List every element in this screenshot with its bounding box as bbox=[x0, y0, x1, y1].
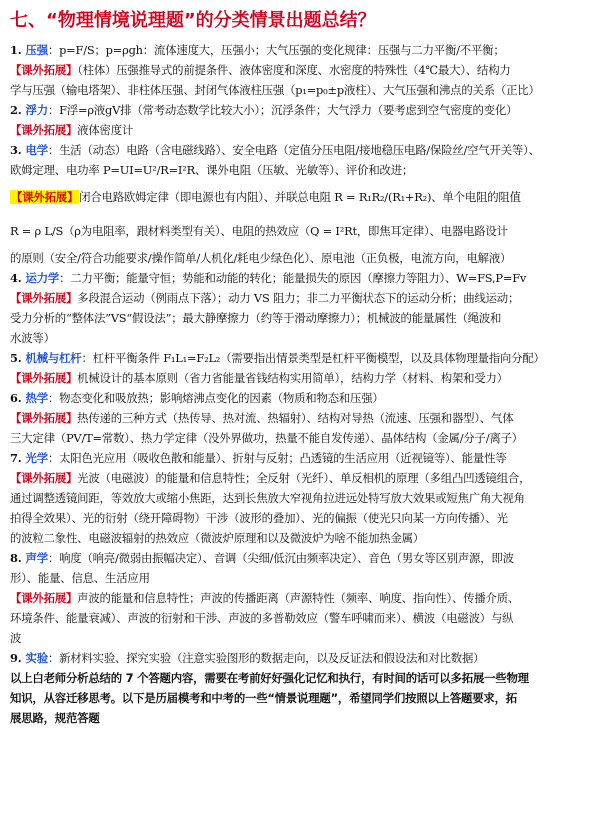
topic-keyword: 光学 bbox=[25, 451, 48, 465]
item-number: 4. bbox=[10, 271, 22, 285]
line-text: 闭合电路欧姆定律（即电源也有内阻）、并联总电阻 R = R₁R₂/(R₁+R₂)、单个电阻的阻值 bbox=[79, 190, 521, 204]
line-text: 声波的能量和信息特性；声波的传播距离（声源特性（频率、响度、指向性）、传播介质、 bbox=[77, 591, 520, 605]
topic-keyword: 声学 bbox=[25, 551, 48, 565]
text-line bbox=[10, 448, 591, 468]
extension-tag: 【课外拓展】 bbox=[11, 190, 79, 204]
text-line bbox=[10, 140, 591, 160]
text-line bbox=[10, 528, 591, 548]
text-line bbox=[10, 368, 591, 388]
text-line bbox=[10, 488, 591, 508]
footer-note bbox=[10, 668, 591, 728]
topic-keyword: 浮力 bbox=[25, 103, 48, 117]
extension-tag: 【课外拓展】 bbox=[10, 411, 78, 425]
text-line bbox=[10, 268, 591, 288]
line-text: 液体密度计 bbox=[77, 123, 134, 137]
line-text: ：二力平衡；能量守恒；势能和动能的转化；能量损失的原因（摩擦力等阻力）、W=FS,P=Fv bbox=[59, 271, 527, 285]
text-line bbox=[10, 288, 591, 308]
text-line bbox=[10, 60, 591, 80]
line-text: 机械设计的基本原则（省力省能量省钱结构实用简单），结构力学（材料、构架和受力） bbox=[77, 371, 508, 385]
line-text: R = ρ L/S（ρ为电阻率，跟材料类型有关）、电阻的热效应（Q = I²Rt，即焦耳定律）、电器电路设计 bbox=[10, 224, 508, 238]
footer-line: 知识，从容迁移思考。以下是历届模考和中考的一些“情景说理题”，希望同学们按照以上答题要求，拓 bbox=[10, 691, 517, 705]
page-title: 七、“物理情境说理题”的分类情景出题总结？ bbox=[10, 10, 376, 31]
line-text: 三大定律（PV/T=常数）、热力学定律（没外界做功，热量不能自发传递）、晶体结构（金属/分子/离子） bbox=[10, 431, 523, 445]
text-line bbox=[10, 328, 591, 348]
topic-keyword: 压强 bbox=[25, 43, 48, 57]
text-line bbox=[10, 508, 591, 528]
text-line bbox=[10, 568, 591, 588]
line-text: ：新材料实验、探究实验（注意实验图形的数据走向，以及反证法和假设法和对比数据） bbox=[47, 651, 485, 665]
text-line bbox=[10, 80, 591, 100]
item-number: 1. bbox=[10, 43, 22, 57]
line-text: 形）、能量、信息、生活应用 bbox=[10, 571, 150, 585]
line-text: ：物态变化和吸放热；影响熔沸点变化的因素（物质和物态和压强） bbox=[47, 391, 384, 405]
item-number: 8. bbox=[10, 551, 22, 565]
text-line bbox=[10, 308, 591, 328]
text-line bbox=[10, 388, 591, 408]
text-line bbox=[10, 180, 591, 214]
line-text: 热传递的三种方式（热传导、热对流、热辐射）、结构对导热（流速、压强和器型）、气体 bbox=[77, 411, 514, 425]
line-text: ：响度（响亮/微弱由振幅决定）、音调（尖细/低沉由频率决定）、音色（男女等区别声源，即波 bbox=[47, 551, 514, 565]
extension-tag: 【课外拓展】 bbox=[10, 123, 78, 137]
line-text: ：生活（动态）电路（含电磁线路）、安全电路（定值分压电阻/接地稳压电路/保险丝/空气开关等）、 bbox=[47, 143, 540, 157]
line-text: 的原则（安全/符合功能要求/操作简单/人机化/耗电少绿色化）、原电池（正负极，电流方向，电解液） bbox=[10, 251, 512, 265]
text-line bbox=[10, 428, 591, 448]
topic-keyword: 运力学 bbox=[25, 271, 60, 285]
summary-body bbox=[10, 40, 591, 668]
extension-tag: 【课外拓展】 bbox=[10, 371, 78, 385]
text-line bbox=[10, 648, 591, 668]
extension-tag: 【课外拓展】 bbox=[10, 591, 78, 605]
text-line bbox=[10, 248, 591, 268]
line-text: ：杠杆平衡条件 F₁L₁=F₂L₂（需要指出情景类型是杠杆平衡模型，以及具体物理量指向分配） bbox=[81, 351, 545, 365]
item-number: 9. bbox=[10, 651, 22, 665]
extension-tag: 【课外拓展】 bbox=[10, 471, 78, 485]
item-number: 6. bbox=[10, 391, 22, 405]
topic-keyword: 实验 bbox=[25, 651, 48, 665]
line-text: 光波（电磁波）的能量和信息特性；全反射（光纤）、单反相机的原理（多组凸凹透镜组合， bbox=[77, 471, 531, 485]
footer-line: 以上白老师分析总结的 7 个答题内容，需要在考前好好强化记忆和执行，有时间的话可以多拓展一些物理 bbox=[10, 671, 529, 685]
text-line bbox=[10, 348, 591, 368]
text-line bbox=[10, 120, 591, 140]
text-line bbox=[10, 588, 591, 608]
text-line bbox=[10, 160, 591, 180]
text-line bbox=[10, 214, 591, 248]
line-text: 拍得全效果）、光的衍射（绕开障碍物）干涉（波形的叠加）、光的偏振（使光只向某一方向传播）、光 bbox=[10, 511, 508, 525]
item-number: 5. bbox=[10, 351, 22, 365]
footer-line: 展思路，规范答题 bbox=[10, 711, 100, 725]
line-text: 环境条件、能量衰减）、声波的衍射和干涉、声波的多普勒效应（警车呼啸而来）、横波（电磁波）与纵 bbox=[10, 611, 514, 625]
line-text: 多段混合运动（例雨点下落）；动力 VS 阻力；非二力平衡状态下的运动分析；曲线运动； bbox=[77, 291, 520, 305]
item-number: 3. bbox=[10, 143, 22, 157]
line-text: （柱体）压强推导式的前提条件、液体密度和深度、水密度的特殊性（4℃最大）、结构力 bbox=[77, 63, 511, 77]
text-line bbox=[10, 408, 591, 428]
item-number: 7. bbox=[10, 451, 22, 465]
extension-tag: 【课外拓展】 bbox=[10, 291, 78, 305]
line-text: ：太阳色光应用（吸收色散和能量）、折射与反射；凸透镜的生活应用（近视镜等）、能量性等 bbox=[47, 451, 507, 465]
text-line bbox=[10, 468, 591, 488]
extension-tag: 【课外拓展】 bbox=[10, 63, 78, 77]
line-text: 通过调整透镜间距，等效放大或缩小焦距，达到长焦放大窄视角拉进远处特写放大效果或短焦广角大视角 bbox=[10, 491, 525, 505]
text-line bbox=[10, 628, 591, 648]
topic-keyword: 热学 bbox=[25, 391, 48, 405]
text-line bbox=[10, 548, 591, 568]
line-text: ：p=F/S；p=ρgh：流体速度大，压强小；大气压强的变化规律：压强与二力平衡/不平衡； bbox=[47, 43, 505, 57]
text-line bbox=[10, 40, 591, 60]
line-text: 欧姆定理、电功率 P=UI=U²/R=I²R、课外电阻（压敏、光敏等）、评价和改进； bbox=[10, 163, 414, 177]
topic-keyword: 机械与杠杆 bbox=[25, 351, 82, 365]
line-text: 学与压强（输电塔架）、非柱体压强、封闭气体液柱压强（p₁=p₀±p液柱）、大气压强和沸点的关系（正比） bbox=[10, 83, 540, 97]
topic-keyword: 电学 bbox=[25, 143, 48, 157]
item-number: 2. bbox=[10, 103, 22, 117]
line-text: 波 bbox=[10, 631, 22, 645]
text-line bbox=[10, 100, 591, 120]
line-text: 水波等） bbox=[10, 331, 55, 345]
line-text: 的波粒二象性、电磁波辐射的热效应（微波炉原理和以及微波炉为啥不能加热金属） bbox=[10, 531, 425, 545]
text-line bbox=[10, 608, 591, 628]
line-text: ：F浮=ρ液gV排（常考动态数学比较大小）；沉浮条件；大气浮力（要考虑到空气密度的变化） bbox=[47, 103, 518, 117]
line-text: 受力分析的“整体法”VS“假设法”；最大静摩擦力（约等于滑动摩擦力）；机械波的能量属性（绳波和 bbox=[10, 311, 502, 325]
